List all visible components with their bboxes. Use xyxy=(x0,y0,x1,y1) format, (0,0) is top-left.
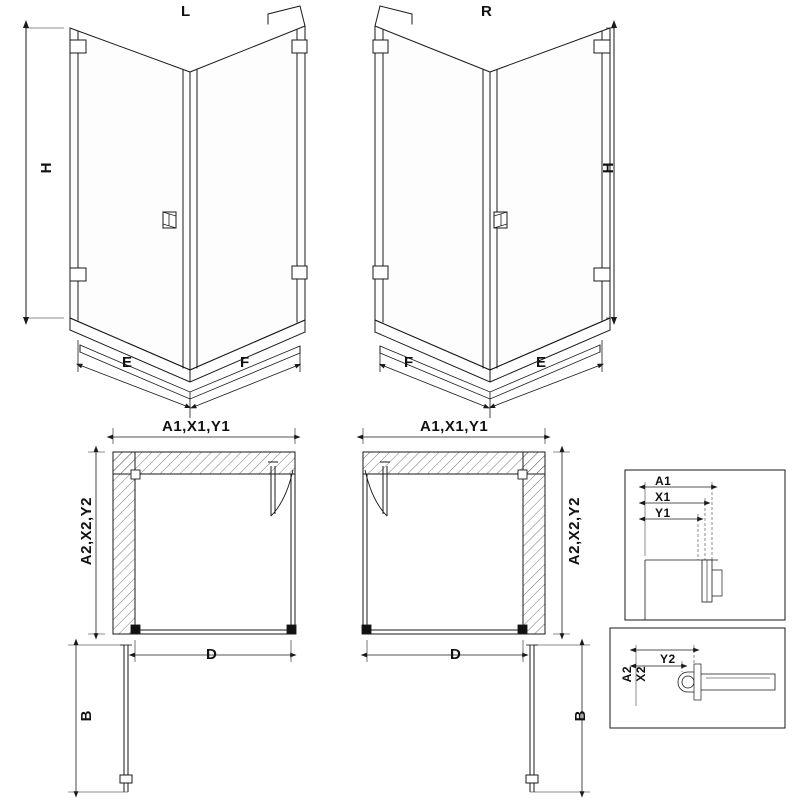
view-label-right: R xyxy=(481,3,493,20)
perspective-view-left xyxy=(70,6,305,399)
dimension-label-A2X2Y2-right: A2,X2,Y2 xyxy=(566,497,583,566)
dimension-label-E-right: E xyxy=(536,354,547,371)
dimension-label-F-left: F xyxy=(240,354,250,371)
plan-view-left xyxy=(68,428,296,792)
dimension-label-F-right: F xyxy=(404,354,414,371)
dimension-label-H-right: H xyxy=(600,162,617,174)
dimension-label-D-left: D xyxy=(206,646,218,663)
detail-label-Y1: Y1 xyxy=(655,506,671,520)
dimension-label-A1X1Y1-left: A1,X1,Y1 xyxy=(162,418,231,435)
plan-view-right xyxy=(362,428,590,792)
detail-label-A1: A1 xyxy=(655,474,672,488)
view-label-left: L xyxy=(181,3,191,20)
dimension-label-E-left: E xyxy=(122,354,133,371)
detail-view-top xyxy=(625,470,785,620)
dimension-label-A2X2Y2-left: A2,X2,Y2 xyxy=(78,497,95,566)
detail-label-X2: X2 xyxy=(634,666,648,682)
perspective-view-right xyxy=(375,6,610,399)
dimension-label-D-right: D xyxy=(450,646,462,663)
dimension-label-H-left: H xyxy=(38,162,55,174)
detail-label-A2: A2 xyxy=(620,666,634,683)
detail-label-Y2: Y2 xyxy=(660,652,676,666)
dimension-label-A1X1Y1-right: A1,X1,Y1 xyxy=(420,418,489,435)
dimension-label-B-right: B xyxy=(572,710,589,722)
detail-label-X1: X1 xyxy=(655,490,671,504)
dimension-label-B-left: B xyxy=(78,710,95,722)
